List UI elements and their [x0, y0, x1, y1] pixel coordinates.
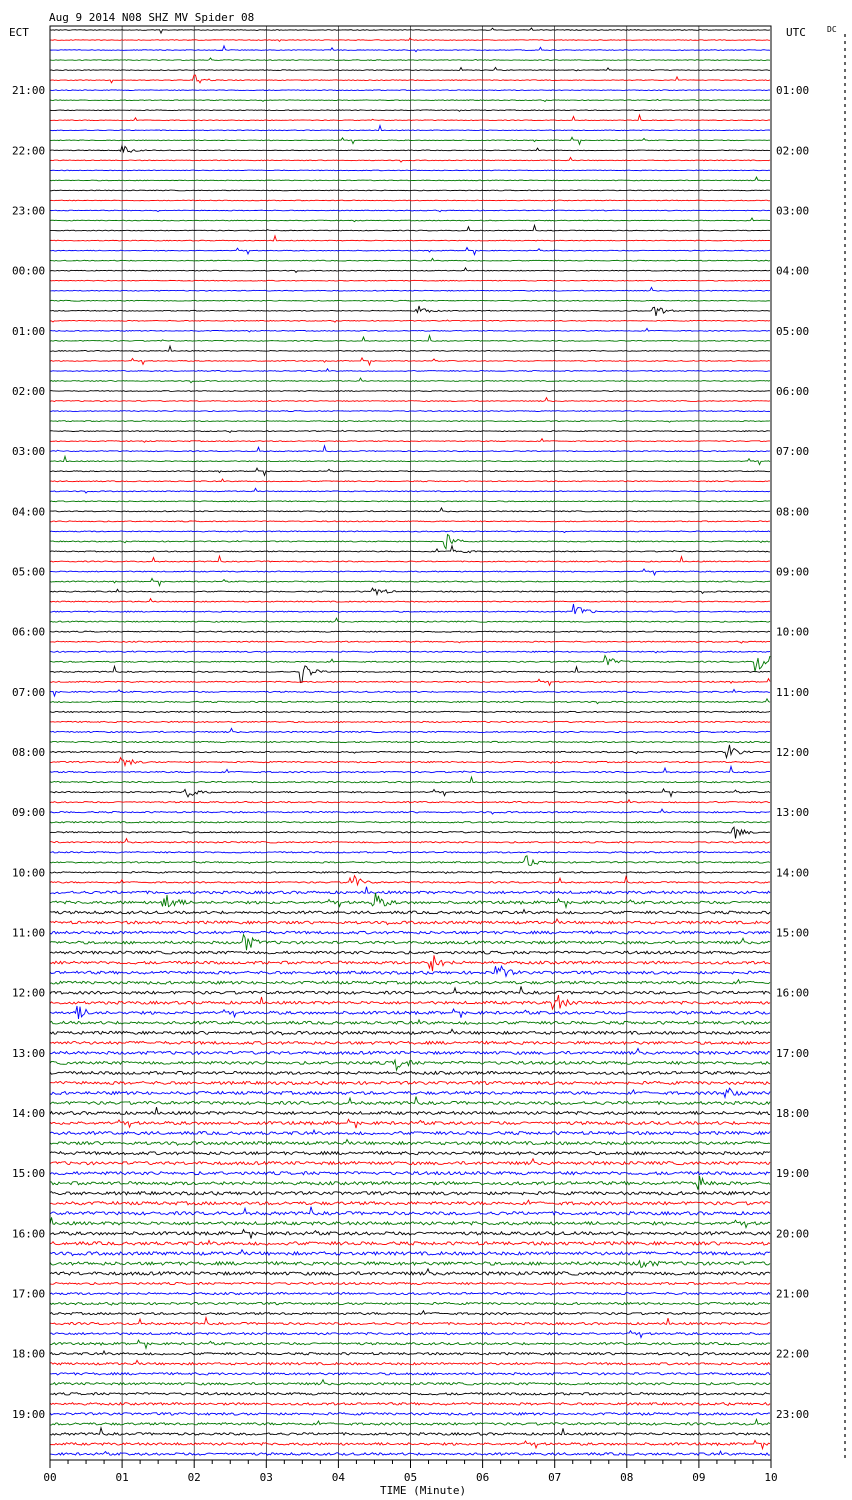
right-timezone-label: UTC: [786, 26, 806, 39]
x-tick-label: 00: [43, 1471, 57, 1484]
left-hour-label: 07:00: [12, 685, 46, 699]
left-hour-label: 08:00: [12, 746, 46, 759]
left-hour-label: 16:00: [12, 1227, 46, 1241]
left-hour-label: 17:00: [12, 1287, 46, 1301]
right-hour-label: 09:00: [776, 565, 810, 579]
right-hour-label: 07:00: [776, 445, 810, 459]
chart-title: Aug 9 2014 N08 SHZ MV Spider 08: [49, 11, 255, 24]
left-hour-label: 13:00: [12, 1046, 46, 1060]
x-axis-label: TIME (Minute): [380, 1484, 467, 1497]
left-hour-label: 01:00: [12, 324, 46, 338]
right-hour-label: 06:00: [776, 385, 810, 398]
right-hour-label: 13:00: [776, 806, 810, 820]
x-tick-label: 01: [115, 1471, 129, 1484]
left-hour-label: 09:00: [12, 806, 46, 820]
x-tick-label: 02: [187, 1471, 201, 1484]
left-timezone-label: ECT: [9, 26, 29, 39]
left-hour-label: 19:00: [12, 1407, 46, 1421]
right-hour-label: 11:00: [776, 685, 810, 699]
left-hour-label: 21:00: [12, 84, 46, 98]
right-hour-label: 22:00: [776, 1347, 810, 1361]
right-hour-label: 12:00: [776, 746, 810, 759]
left-hour-label: 03:00: [12, 445, 46, 459]
left-hour-label: 23:00: [12, 204, 46, 218]
x-tick-label: 09: [692, 1471, 706, 1484]
left-hour-label: 04:00: [12, 505, 46, 519]
left-hour-label: 06:00: [12, 625, 46, 639]
left-hour-label: 12:00: [12, 986, 46, 1000]
right-hour-label: 21:00: [776, 1287, 810, 1301]
right-hour-label: 16:00: [776, 986, 810, 1000]
right-hour-label: 08:00: [776, 505, 810, 519]
right-hour-label: 02:00: [776, 144, 810, 158]
seismic-trace: [50, 170, 770, 171]
left-hour-label: 10:00: [12, 866, 46, 880]
left-hour-label: 05:00: [12, 565, 46, 579]
x-tick-label: 08: [620, 1471, 634, 1484]
right-hour-label: 18:00: [776, 1107, 810, 1120]
x-tick-label: 05: [403, 1471, 418, 1484]
x-tick-label: 04: [331, 1471, 346, 1484]
right-hour-label: 15:00: [776, 926, 810, 940]
left-hour-label: 22:00: [12, 144, 46, 158]
left-hour-label: 00:00: [12, 264, 46, 278]
right-hour-label: 19:00: [776, 1167, 810, 1181]
right-hour-label: 01:00: [776, 84, 810, 98]
left-hour-label: 15:00: [12, 1167, 46, 1181]
left-hour-label: 11:00: [12, 926, 46, 940]
right-hour-label: 10:00: [776, 625, 810, 639]
x-tick-label: 07: [548, 1471, 562, 1484]
x-tick-label: 06: [475, 1471, 490, 1484]
left-hour-label: 14:00: [12, 1107, 46, 1120]
right-hour-label: 14:00: [776, 866, 810, 880]
right-hour-label: 20:00: [776, 1227, 810, 1241]
right-hour-label: 17:00: [776, 1046, 810, 1060]
right-hour-label: 23:00: [776, 1407, 810, 1421]
left-hour-label: 18:00: [12, 1347, 46, 1361]
dc-label: DC: [827, 25, 837, 34]
right-hour-label: 04:00: [776, 264, 810, 278]
x-tick-label: 03: [259, 1471, 273, 1484]
right-hour-label: 05:00: [776, 324, 810, 338]
x-tick-label: 10: [764, 1471, 778, 1484]
right-hour-label: 03:00: [776, 204, 810, 218]
left-hour-label: 02:00: [12, 385, 46, 398]
